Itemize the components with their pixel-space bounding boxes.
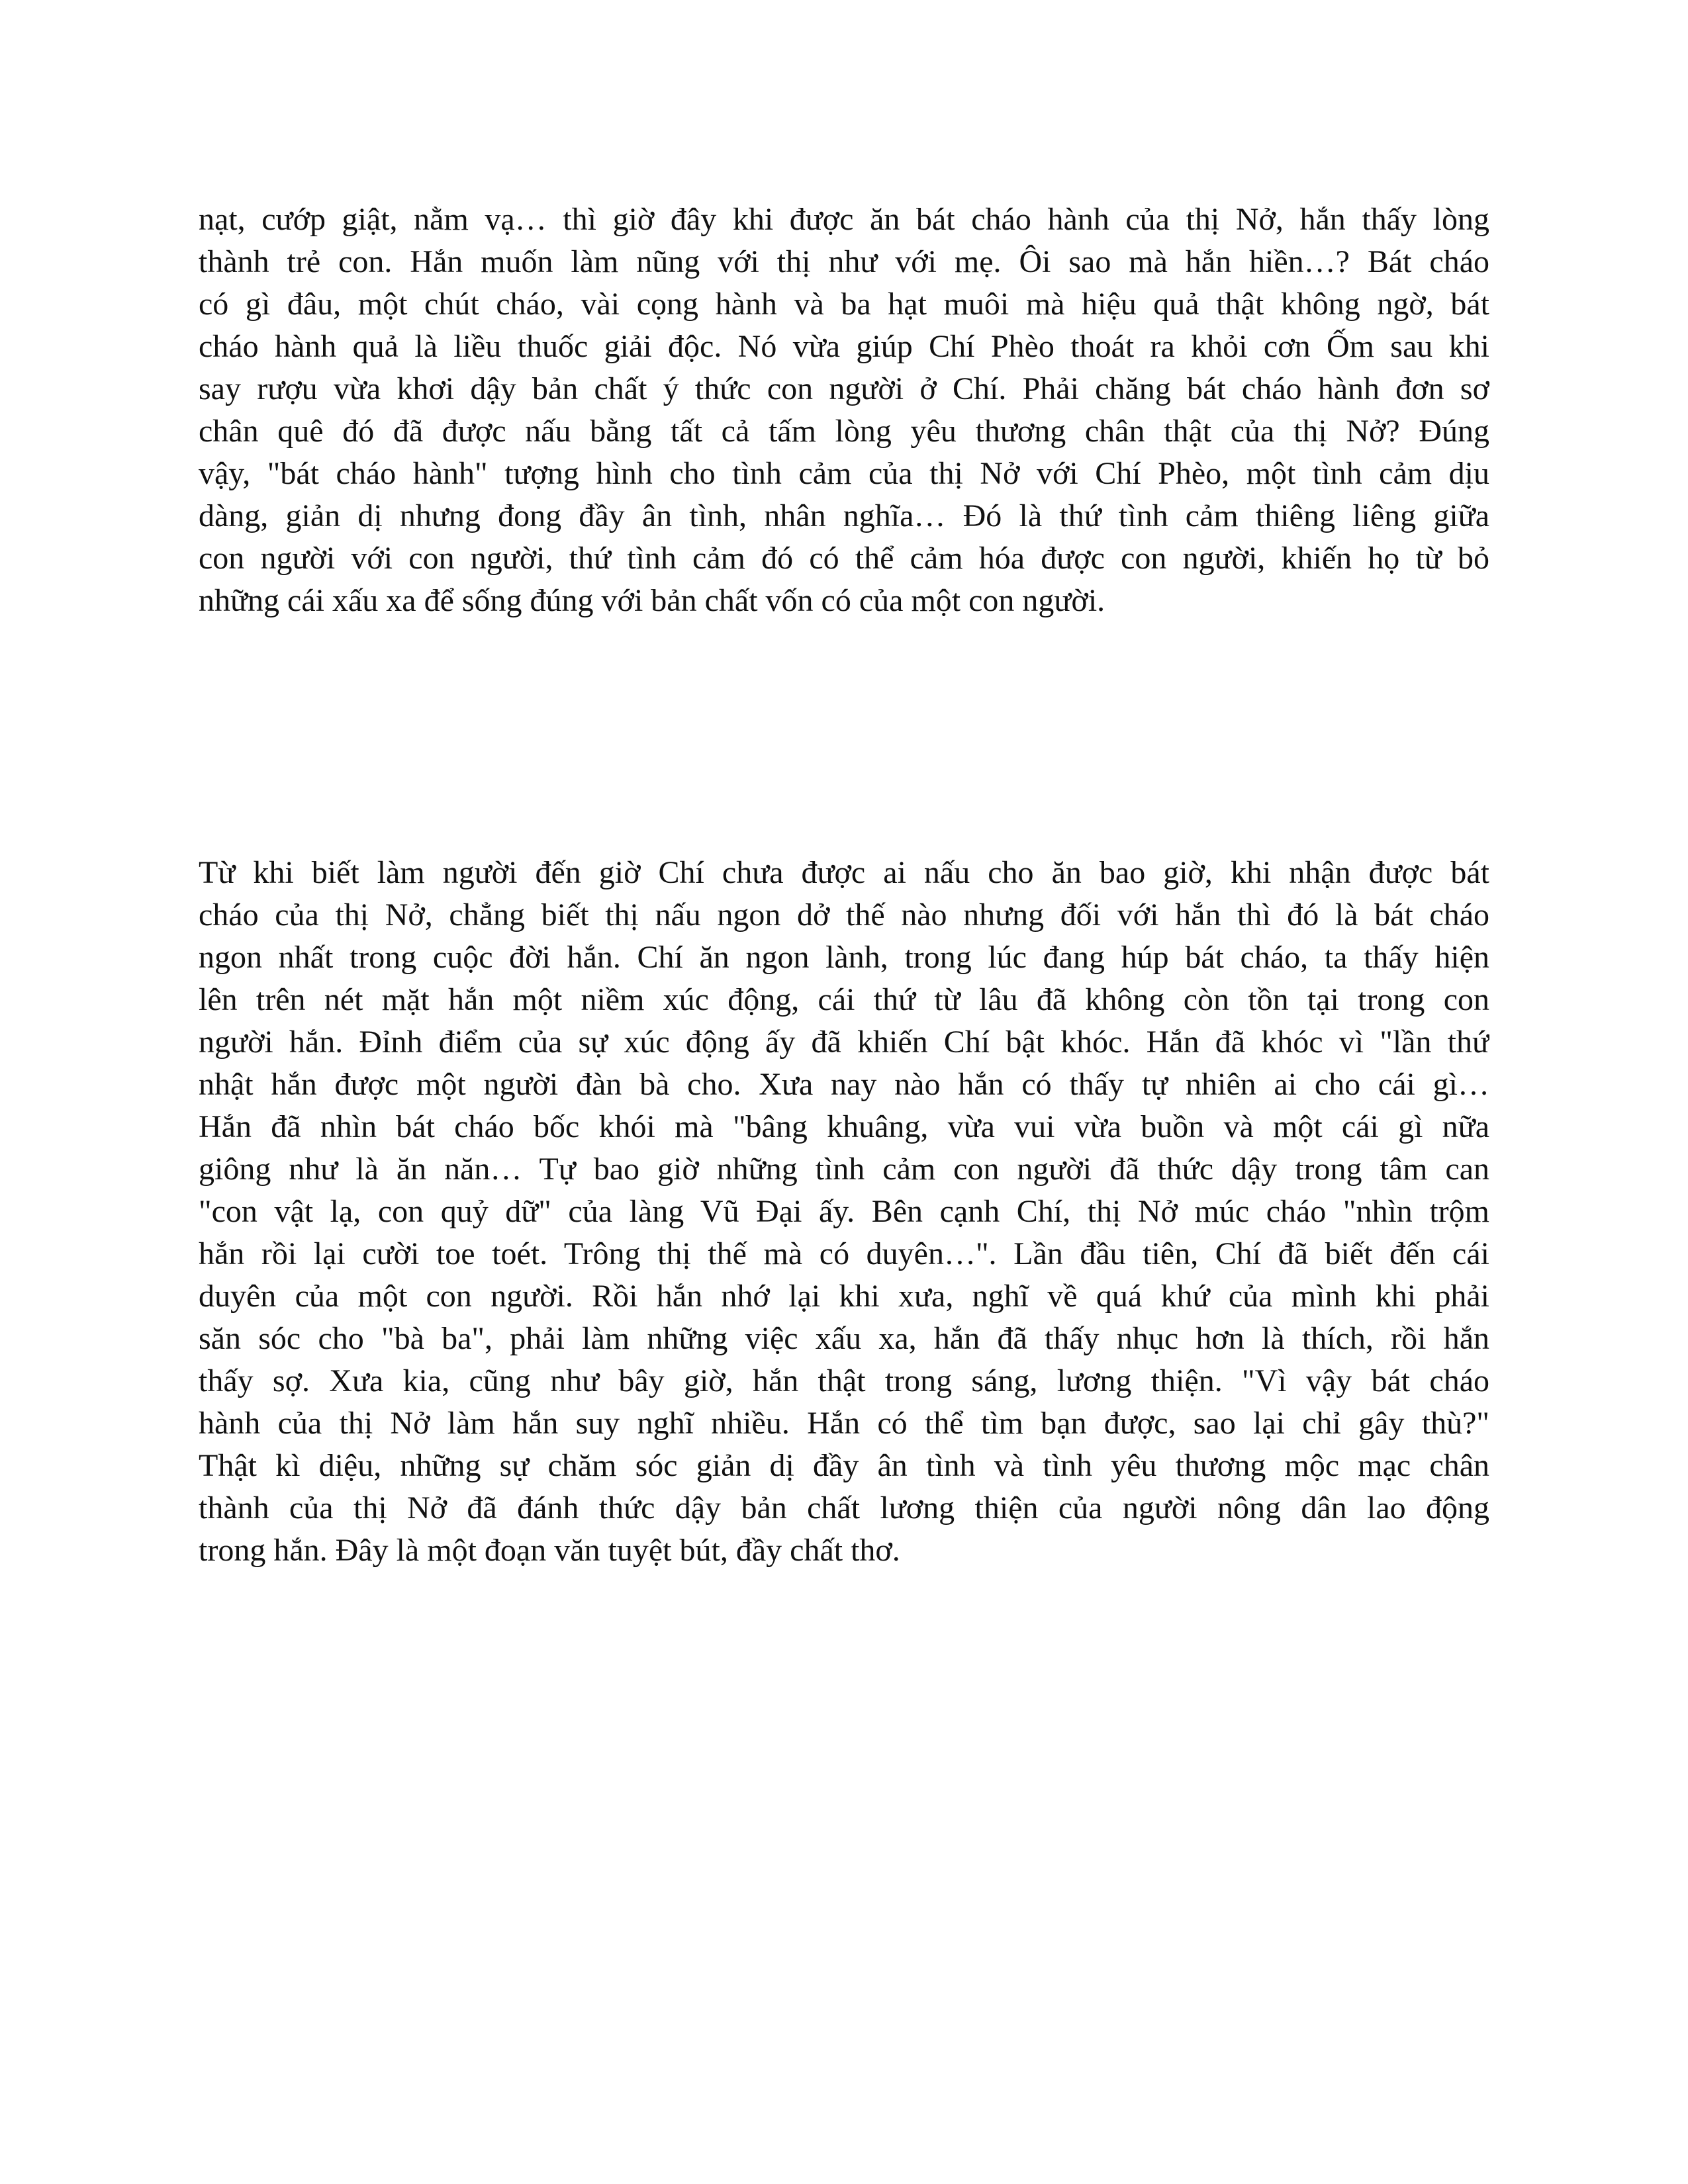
text-line: những cái xấu xa để sống đúng với bản chất vốn có của một con người.: [199, 583, 1105, 618]
text-line: thành trẻ con. Hắn muốn làm nũng với thị như với mẹ. Ôi sao mà hắn hiền…? Bát cháo: [199, 244, 1489, 279]
text-line: con người với con người, thứ tình cảm đó có thể cảm hóa được con người, khiến họ từ bỏ: [199, 541, 1489, 576]
text-line: hắn rồi lại cười toe toét. Trông thị thế mà có duyên…". Lần đầu tiên, Chí đã biết đến cái: [199, 1236, 1489, 1271]
text-line: nạt, cướp giật, nằm vạ… thì giờ đây khi được ăn bát cháo hành của thị Nở, hắn thấy lòng: [199, 202, 1489, 237]
text-line: ngon nhất trong cuộc đời hắn. Chí ăn ngon lành, trong lúc đang húp bát cháo, ta thấy hiện: [199, 940, 1489, 975]
text-line: duyên của một con người. Rồi hắn nhớ lại khi xưa, nghĩ về quá khứ của mình khi phải: [199, 1279, 1489, 1314]
text-line: giông như là ăn năn… Tự bao giờ những tình cảm con người đã thức dậy trong tâm can: [199, 1152, 1489, 1187]
text-line: thấy sợ. Xưa kia, cũng như bây giờ, hắn thật trong sáng, lương thiện. "Vì vậy bát cháo: [199, 1363, 1489, 1398]
text-line: nhật hắn được một người đàn bà cho. Xưa nay nào hắn có thấy tự nhiên ai cho cái gì…: [199, 1067, 1489, 1102]
text-line: Hắn đã nhìn bát cháo bốc khói mà "bâng khuâng, vừa vui vừa buồn và một cái gì nữa: [199, 1109, 1489, 1144]
text-line: lên trên nét mặt hắn một niềm xúc động, cái thứ từ lâu đã không còn tồn tại trong con: [199, 982, 1489, 1017]
text-line: vậy, "bát cháo hành" tượng hình cho tình cảm của thị Nở với Chí Phèo, một tình cảm dịu: [199, 456, 1489, 491]
text-line: trong hắn. Đây là một đoạn văn tuyệt bút, đầy chất thơ.: [199, 1533, 900, 1568]
text-line: chân quê đó đã được nấu bằng tất cả tấm lòng yêu thương chân thật của thị Nở? Đúng: [199, 414, 1489, 449]
text-line: thành của thị Nở đã đánh thức dậy bản chất lương thiện của người nông dân lao động: [199, 1490, 1489, 1525]
text-line: người hắn. Đỉnh điểm của sự xúc động ấy đã khiến Chí bật khóc. Hắn đã khóc vì "lần thứ: [199, 1024, 1489, 1060]
text-line: săn sóc cho "bà ba", phải làm những việc xấu xa, hắn đã thấy nhục hơn là thích, rồi hắn: [199, 1321, 1489, 1356]
text-line: Từ khi biết làm người đến giờ Chí chưa được ai nấu cho ăn bao giờ, khi nhận được bát: [199, 855, 1489, 890]
text-line: hành của thị Nở làm hắn suy nghĩ nhiều. Hắn có thể tìm bạn được, sao lại chỉ gây thù?": [199, 1406, 1489, 1441]
text-line: say rượu vừa khơi dậy bản chất ý thức con người ở Chí. Phải chăng bát cháo hành đơn sơ: [199, 371, 1489, 406]
text-line: có gì đâu, một chút cháo, vài cọng hành và ba hạt muôi mà hiệu quả thật không ngờ, bát: [199, 287, 1489, 322]
text-line: dàng, giản dị nhưng đong đầy ân tình, nhân nghĩa… Đó là thứ tình cảm thiêng liêng giữa: [199, 498, 1489, 533]
text-line: Thật kì diệu, những sự chăm sóc giản dị đầy ân tình và tình yêu thương mộc mạc chân: [199, 1448, 1489, 1483]
text-line: cháo của thị Nở, chẳng biết thị nấu ngon dở thế nào nhưng đối với hắn thì đó là bát cháo: [199, 897, 1489, 933]
text-line: "con vật lạ, con quỷ dữ" của làng Vũ Đại ấy. Bên cạnh Chí, thị Nở múc cháo "nhìn trộm: [199, 1194, 1489, 1229]
text-line: cháo hành quả là liều thuốc giải độc. Nó vừa giúp Chí Phèo thoát ra khỏi cơn Ốm sau khi: [199, 329, 1489, 364]
